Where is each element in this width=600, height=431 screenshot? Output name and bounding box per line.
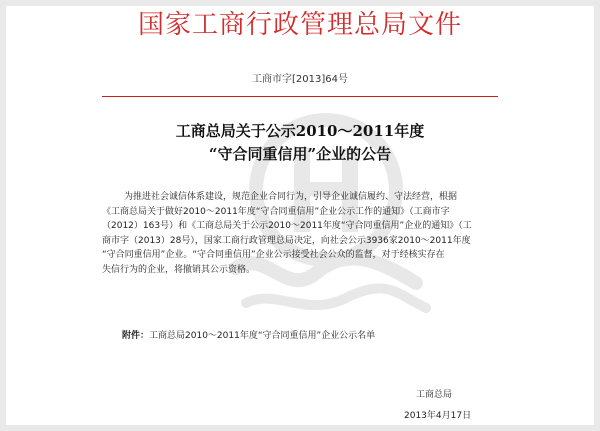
document-number: 工商市字[2013]64号 [252,74,348,85]
issuer-signature: 工商总局 [416,390,453,400]
body-line: 商市字（2013）28号），国家工商行政管理总局决定，向社会公示3936家2010～2011年度 [102,235,471,246]
header-red-divider [102,96,498,97]
attachment-title: 工商总局2010～2011年度“守合同重信用”企业公示名单 [149,331,376,341]
attachment-label: 附件： [122,331,150,341]
attachment-line [122,328,375,341]
notice-heading-line1: 工商总局关于公示2010～2011年度 [175,122,425,140]
notice-body [102,190,502,277]
body-line: 为推进社会诚信体系建设，规范企业合同行为，引导企业诚信履约、守法经营，根据 [124,192,458,202]
body-line: 失信行为的企业，将撤销其公示资格。 [102,264,256,275]
body-line: 《工商总局关于做好2010～2011年度“守合同重信用”企业公示工作的通知》（工商市字 [102,206,450,217]
notice-heading-line2: “守合同重信用”企业的公告 [208,145,392,163]
body-line: （2012）163号）和《工商总局关于公示2010～2011年度“守合同重信用”企业的通知》（工 [102,221,472,231]
body-line: “守合同重信用”企业。“守合同重信用”企业公示接受社会公众的监督，对于经核实存在 [102,250,445,260]
document-header-title: 国家工商行政管理总局文件 [137,10,462,40]
issue-date: 2013年4月17日 [404,411,472,421]
